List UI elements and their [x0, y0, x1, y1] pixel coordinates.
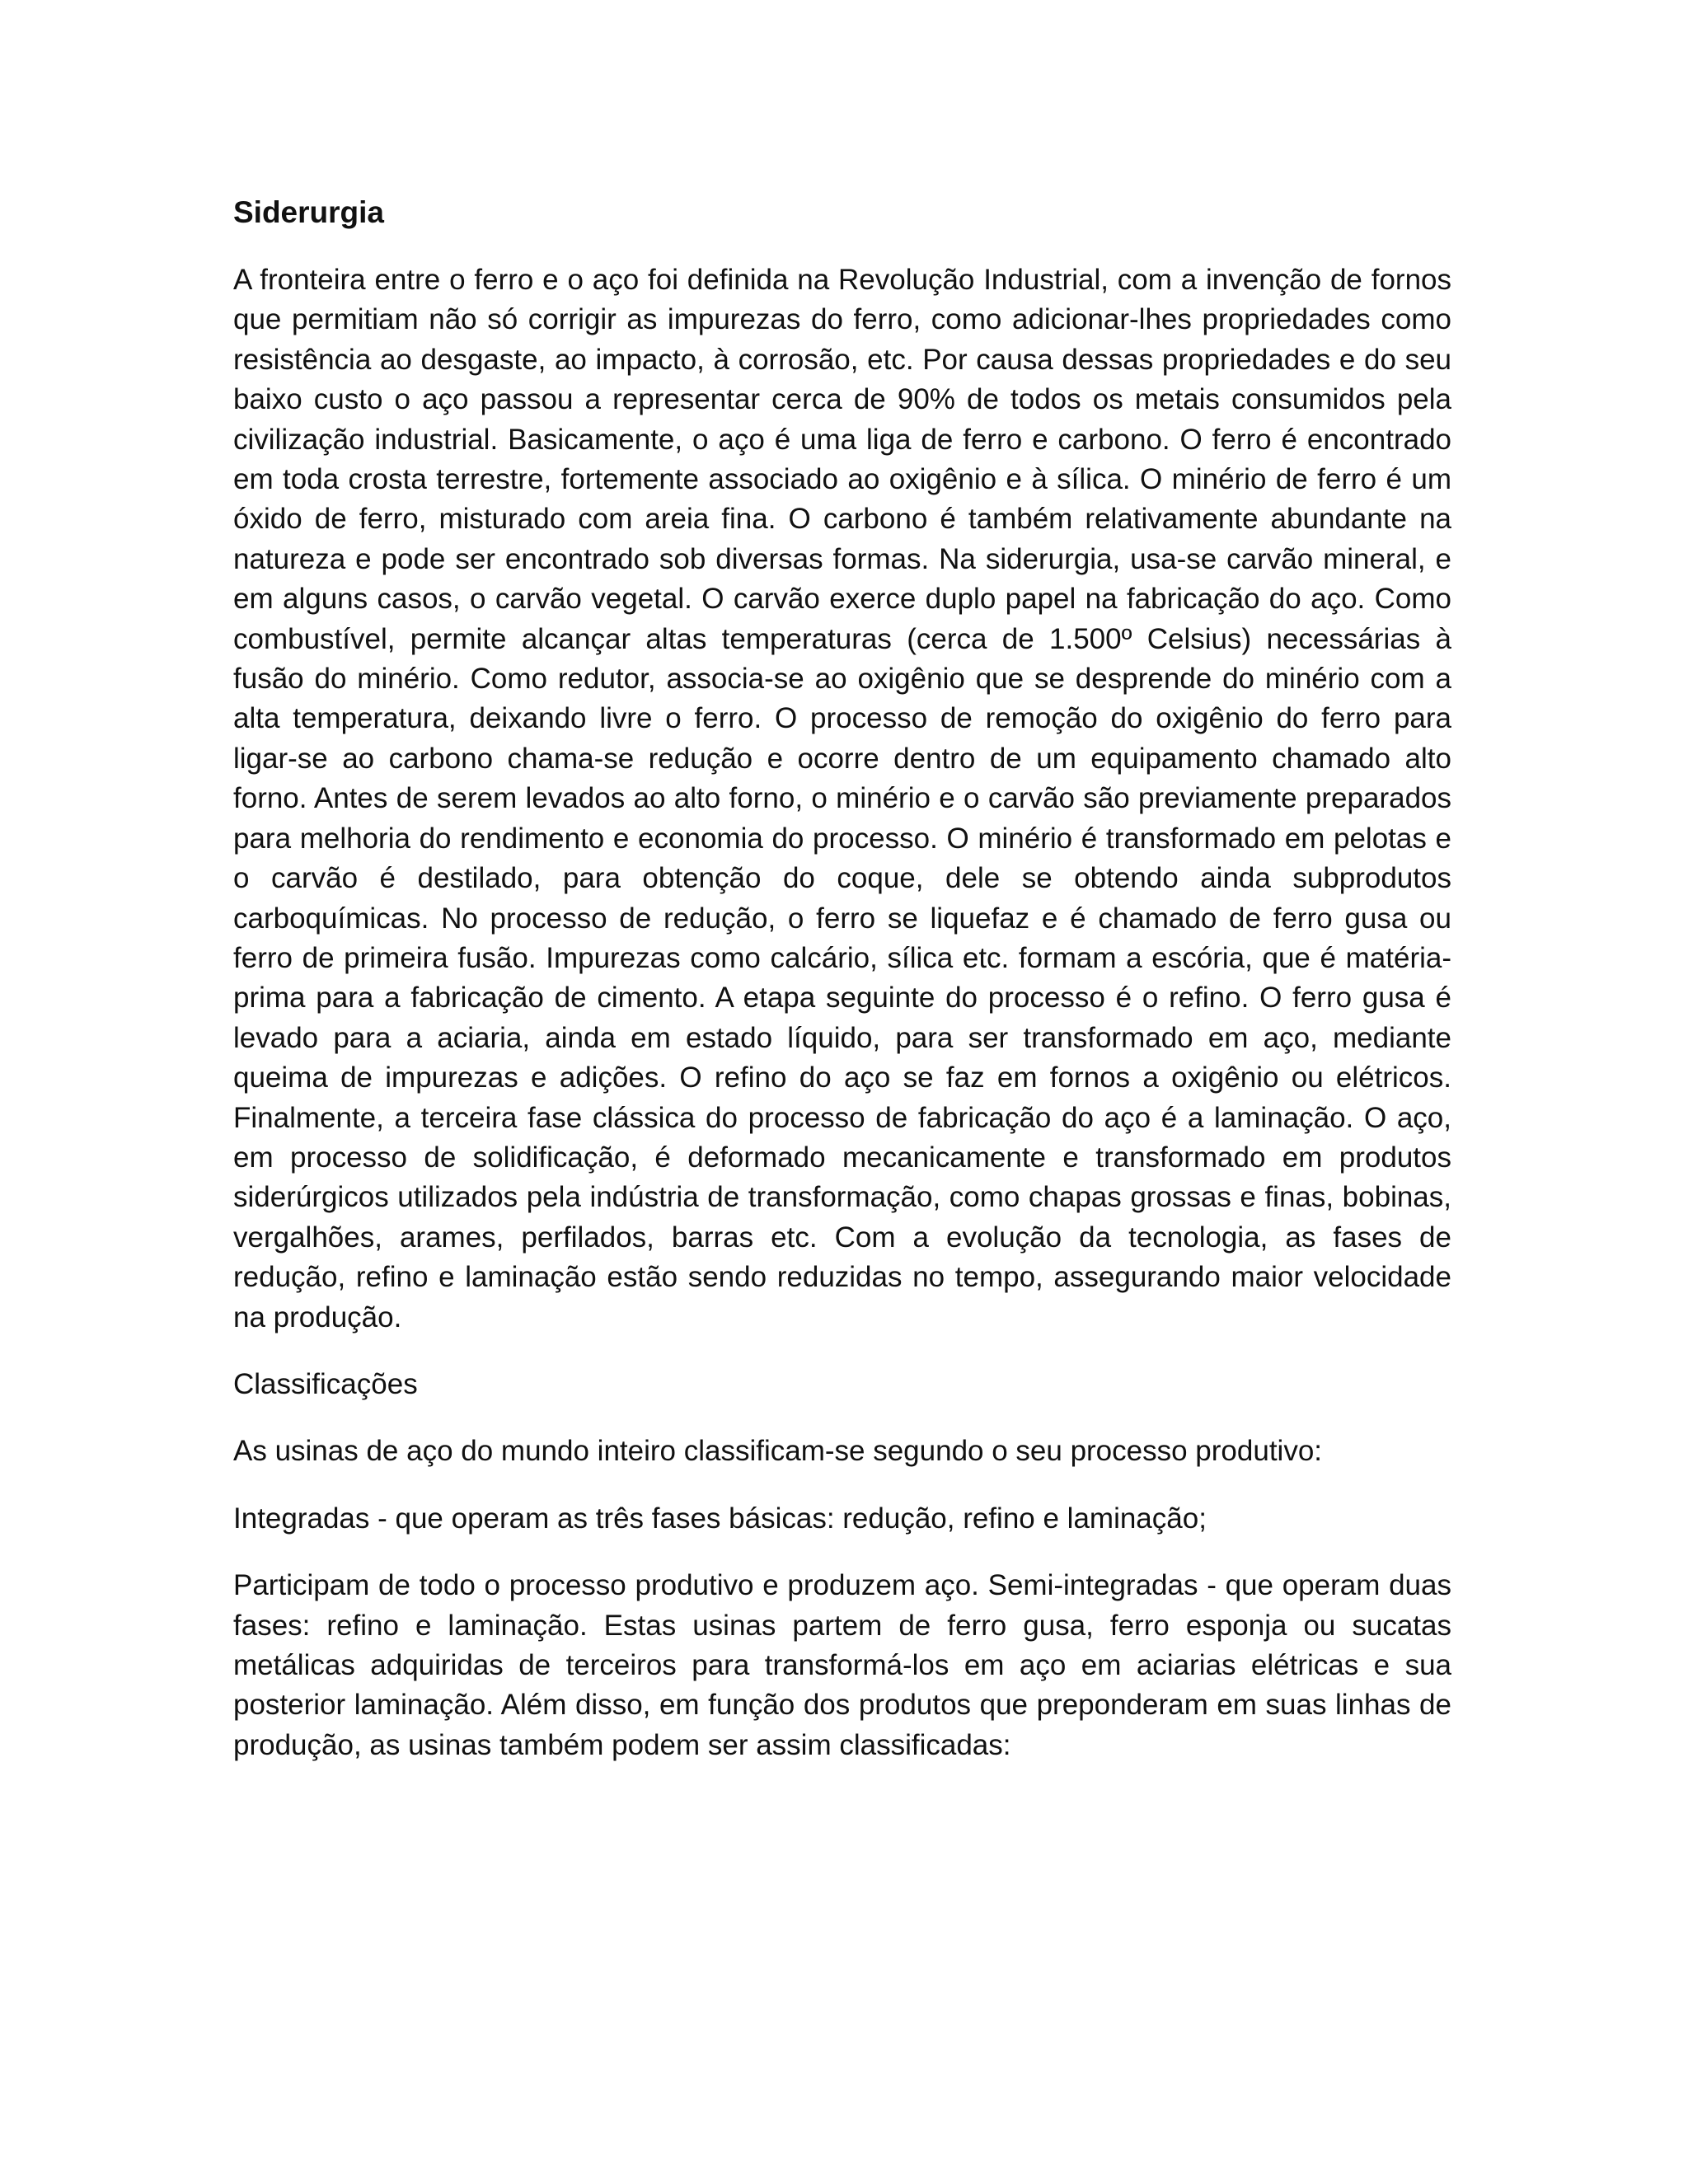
document-title: Siderurgia	[233, 195, 384, 229]
paragraph-semi-integradas: Participam de todo o processo produtivo e produzem aço. Semi-integradas - que operam duas fases: refino e laminação. Estas usinas partem de ferro gusa, ferro esponja ou sucatas metálicas adquiridas de terceiros para transformá-los em aço em aciarias elétricas e sua posterior laminação. Além disso, em função dos produtos que preponderam em suas linhas de produção, as usinas também podem ser assim classificadas:	[233, 1569, 1451, 1761]
document-page	[233, 190, 1451, 1793]
paragraph-integradas: Integradas - que operam as três fases básicas: redução, refino e laminação;	[233, 1502, 1207, 1535]
paragraph-usinas-classificacao: As usinas de aço do mundo inteiro classificam-se segundo o seu processo produtivo:	[233, 1435, 1323, 1468]
paragraph-classificacoes-heading: Classificações	[233, 1367, 418, 1400]
paragraph-siderurgia-intro: A fronteira entre o ferro e o aço foi definida na Revolução Industrial, com a invenção de fornos que permitiam não só corrigir as impurezas do ferro, como adicionar-lhes propriedades como resistência ao desgaste, ao impacto, à corrosão, etc. Por causa dessas propriedades e do seu baixo custo o aço passou a representar cerca de 90% de todos os metais consumidos pela civilização industrial. Basicamente, o aço é uma liga de ferro e carbono. O ferro é encontrado em toda crosta terrestre, fortemente associado ao oxigênio e à sílica. O minério de ferro é um óxido de ferro, misturado com areia fina. O carbono é também relativamente abundante na natureza e pode ser encontrado sob diversas formas. Na siderurgia, usa-se carvão mineral, e em alguns casos, o carvão vegetal. O carvão exerce duplo papel na fabricação do aço. Como combustível, permite alcançar altas temperaturas (cerca de 1.500º Celsius) necessárias à fusão do minério. Como redutor, associa-se ao oxigênio que se desprende do minério com a alta temperatura, deixando livre o ferro. O processo de remoção do oxigênio do ferro para ligar-se ao carbono chama-se redução e ocorre dentro de um equipamento chamado alto forno. Antes de serem levados ao alto forno, o minério e o carvão são previamente preparados para melhoria do rendimento e economia do processo. O minério é transformado em pelotas e o carvão é destilado, para obtenção do coque, dele se obtendo ainda subprodutos carboquímicas. No processo de redução, o ferro se liquefaz e é chamado de ferro gusa ou ferro de primeira fusão. Impurezas como calcário, sílica etc. formam a escória, que é matéria-prima para a fabricação de cimento. A etapa seguinte do processo é o refino. O ferro gusa é levado para a aciaria, ainda em estado líquido, para ser transformado em aço, mediante queima de impurezas e adições. O refino do aço se faz em fornos a oxigênio ou elétricos. Finalmente, a terceira fase clássica do processo de fabricação do aço é a laminação. O aço, em processo de solidificação, é deformado mecanicamente e transformado em produtos siderúrgicos utilizados pela indústria de transformação, como chapas grossas e finas, bobinas, vergalhões, arames, perfilados, barras etc. Com a evolução da tecnologia, as fases de redução, refino e laminação estão sendo reduzidas no tempo, assegurando maior velocidade na produção.	[233, 264, 1451, 1333]
